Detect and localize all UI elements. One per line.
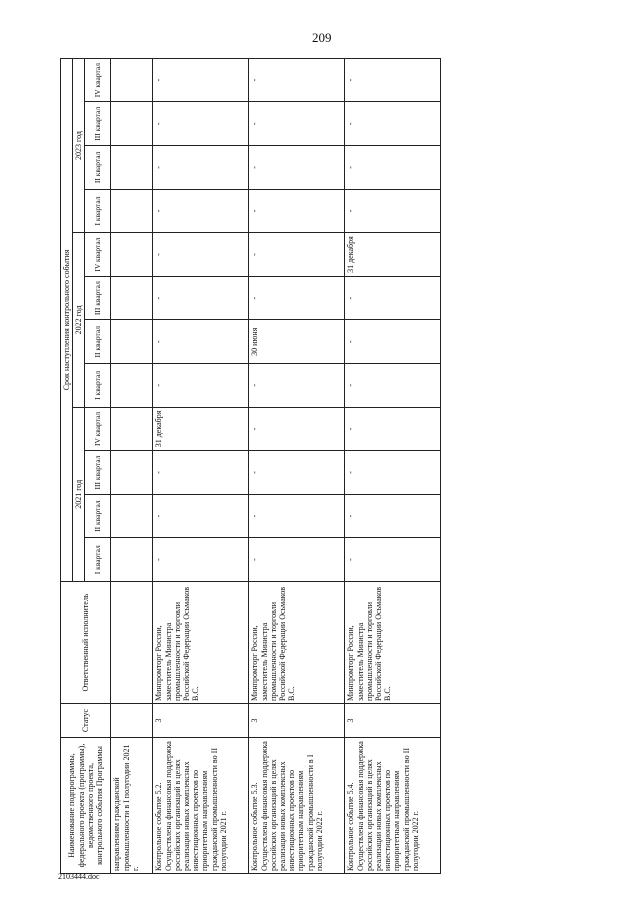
quarter-value-cell <box>111 494 153 538</box>
quarter-value-cell: - <box>153 320 249 364</box>
quarter-value-cell: - <box>249 407 345 451</box>
quarter-value-cell: - <box>345 538 441 582</box>
quarter-value-cell: - <box>345 320 441 364</box>
quarter-value-cell: - <box>153 364 249 408</box>
header-quarter: III квартал <box>85 276 111 320</box>
header-status: Статус <box>61 704 111 738</box>
quarter-value-cell: - <box>249 494 345 538</box>
quarter-value-cell <box>111 538 153 582</box>
quarter-value-cell: - <box>249 233 345 277</box>
status-cell: 3 <box>153 704 249 738</box>
header-responsible: Ответственный исполнитель <box>61 582 111 704</box>
event-name-cell: Контрольное событие 5.3. Осуществлена финансовая поддержка российских организаций в целях реализации новых комплексных инвестиционных проектов по приоритетным направлениям гражданской промышленности в I полугодии 2022 г. <box>249 738 345 874</box>
quarter-value-cell: - <box>249 58 345 102</box>
responsible-cell: Минпромторг России, заместитель Министра промышленности и торговли Российской Федерации Осьмаков В.С. <box>345 582 441 704</box>
header-deadline: Срок наступления контрольного события <box>61 58 73 581</box>
header-year-2021: 2021 год <box>73 407 85 581</box>
quarter-value-cell: - <box>153 276 249 320</box>
quarter-value-cell: - <box>249 189 345 233</box>
quarter-value-cell: - <box>345 451 441 495</box>
quarter-value-cell <box>111 189 153 233</box>
header-quarter: III квартал <box>85 451 111 495</box>
quarter-value-cell <box>111 102 153 146</box>
quarter-value-cell <box>111 276 153 320</box>
quarter-value-cell: - <box>345 407 441 451</box>
table-row <box>345 58 441 873</box>
header-quarter: IV квартал <box>85 407 111 451</box>
status-cell: 3 <box>345 704 441 738</box>
header-quarter: IV квартал <box>85 58 111 102</box>
quarter-value-cell: - <box>345 276 441 320</box>
table-body <box>111 58 441 873</box>
header-quarter: II квартал <box>85 146 111 190</box>
quarter-value-cell <box>111 451 153 495</box>
status-cell <box>111 704 153 738</box>
status-cell: 3 <box>249 704 345 738</box>
event-name-cell: направлениям гражданской промышленности в I полугодии 2021 г. <box>111 738 153 874</box>
quarter-value-cell: - <box>345 364 441 408</box>
quarter-value-cell <box>111 364 153 408</box>
quarter-value-cell: 31 декабря <box>345 233 441 277</box>
header-quarter: III квартал <box>85 102 111 146</box>
quarter-value-cell: - <box>153 233 249 277</box>
quarter-value-cell <box>111 146 153 190</box>
quarter-value-cell: - <box>249 364 345 408</box>
quarter-value-cell <box>111 407 153 451</box>
quarter-value-cell: - <box>153 538 249 582</box>
header-name: Наименование подпрограммы, федерального проекта (программы), ведомственного проекта, контрольного события Программы <box>61 738 111 874</box>
quarter-value-cell: - <box>153 102 249 146</box>
control-events-table <box>60 58 441 874</box>
header-year-2023: 2023 год <box>73 58 85 232</box>
table-row <box>153 58 249 873</box>
table-row <box>249 58 345 873</box>
quarter-value-cell: - <box>345 189 441 233</box>
header-quarter: II квартал <box>85 494 111 538</box>
header-quarter: I квартал <box>85 189 111 233</box>
quarter-value-cell: - <box>345 58 441 102</box>
event-name-cell: Контрольное событие 5.4. Осуществлена финансовая поддержка российских организаций в целях реализации новых комплексных инвестиционных проектов по приоритетным направлениям гражданской промышленности во II полугодии 2022 г. <box>345 738 441 874</box>
quarter-value-cell: - <box>345 146 441 190</box>
footer-filename: 2103444.doc <box>58 872 100 881</box>
responsible-cell <box>111 582 153 704</box>
header-quarter: II квартал <box>85 320 111 364</box>
quarter-value-cell <box>111 320 153 364</box>
rotated-content <box>60 58 578 874</box>
header-quarter: I квартал <box>85 364 111 408</box>
event-name-cell: Контрольное событие 5.2. Осуществлена финансовая поддержка российских организаций в целях реализации новых комплексных инвестиционных проектов по приоритетным направлениям гражданской промышленности во II полугодии 2021 г. <box>153 738 249 874</box>
quarter-value-cell <box>111 58 153 102</box>
quarter-value-cell: - <box>153 494 249 538</box>
quarter-value-cell: - <box>345 494 441 538</box>
quarter-value-cell: - <box>249 276 345 320</box>
quarter-value-cell: - <box>249 538 345 582</box>
header-year-2022: 2022 год <box>73 233 85 407</box>
header-quarter: IV квартал <box>85 233 111 277</box>
page-number: 209 <box>312 30 332 45</box>
quarter-value-cell: - <box>249 451 345 495</box>
quarter-value-cell: 31 декабря <box>153 407 249 451</box>
quarter-value-cell: - <box>153 146 249 190</box>
quarter-value-cell: - <box>249 146 345 190</box>
quarter-value-cell: - <box>153 58 249 102</box>
quarter-value-cell: - <box>249 102 345 146</box>
table-row <box>111 58 153 873</box>
header-quarter: I квартал <box>85 538 111 582</box>
quarter-value-cell <box>111 233 153 277</box>
responsible-cell: Минпромторг России, заместитель Министра промышленности и торговли Российской Федерации Осьмаков В.С. <box>153 582 249 704</box>
rotated-sheet <box>60 58 578 874</box>
quarter-value-cell: - <box>345 102 441 146</box>
quarter-value-cell: 30 июня <box>249 320 345 364</box>
responsible-cell: Минпромторг России, заместитель Министра промышленности и торговли Российской Федерации Осьмаков В.С. <box>249 582 345 704</box>
quarter-value-cell: - <box>153 451 249 495</box>
quarter-value-cell: - <box>153 189 249 233</box>
